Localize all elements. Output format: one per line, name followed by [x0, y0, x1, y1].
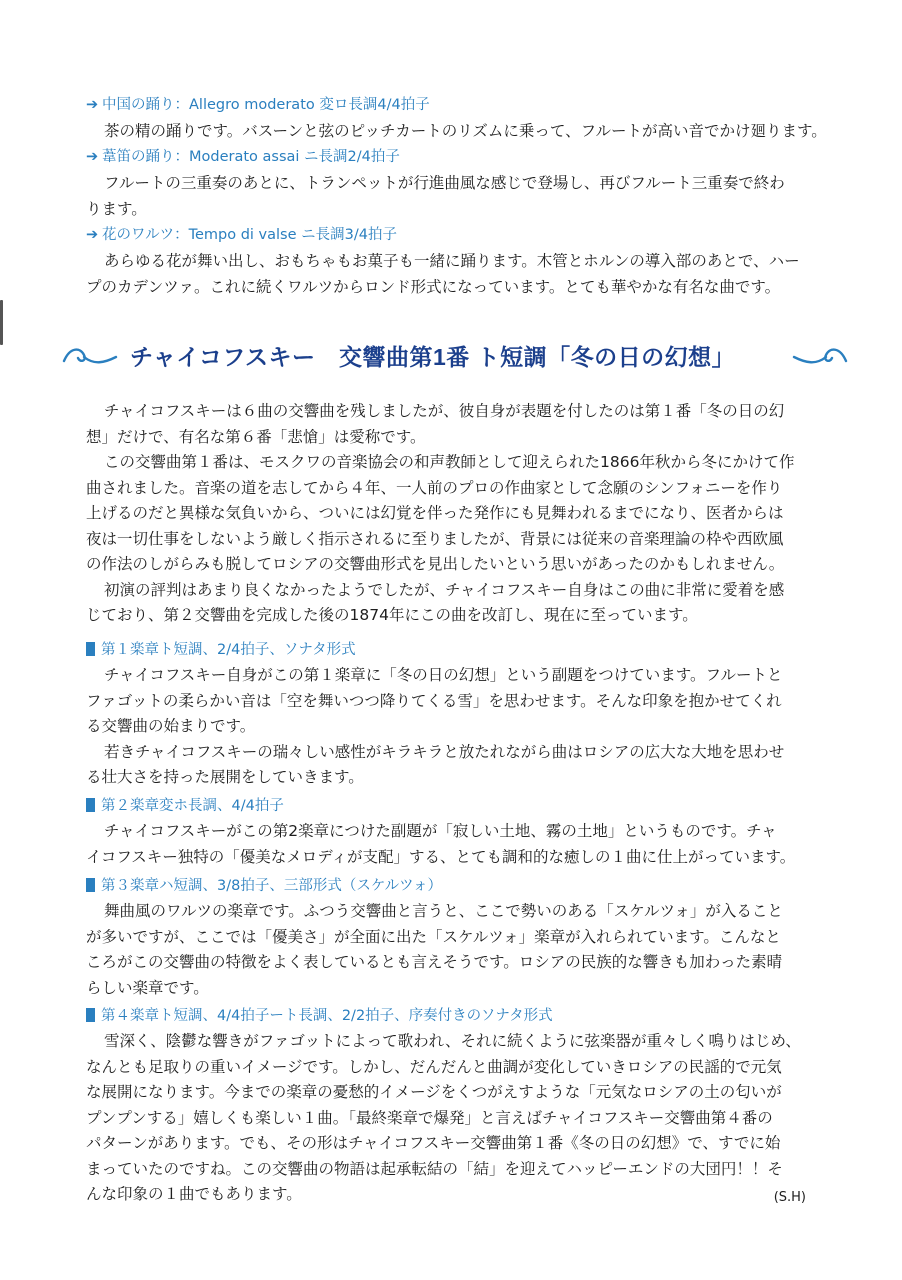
movement-line: らしい楽章です。: [86, 978, 209, 997]
movement-line: な展開になります。今までの楽章の憂愁的イメージをくつがえすような「元気なロシアの土の匂いが: [86, 1083, 782, 1101]
dance-flower-waltz: [86, 222, 846, 300]
movement-heading: 第２楽章変ホ長調、4/4拍子: [86, 793, 846, 819]
dance-heading: ➔ 花のワルツ：Tempo di valse ニ長調3/4拍子: [86, 222, 846, 248]
movement-line: ファゴットの柔らかい音は「空を舞いつつ降りてくる雪」を思わせます。そんな印象を抱かせてくれ: [86, 691, 782, 710]
dance-heading: ➔ 中国の踊り：Allegro moderato 変ロ長調4/4拍子: [86, 92, 846, 118]
movement-line: が多いですが、ここでは「優美さ」が全面に出た「スケルツォ」楽章が入れられています。こんなと: [86, 927, 781, 946]
movement-line: ころがこの交響曲の特徴をよく表しているとも言えそうです。ロシアの民族的な響きも加わった素晴: [86, 953, 783, 971]
intro-section: [86, 399, 846, 629]
movement-line: んな印象の１曲でもあります。: [86, 1185, 302, 1203]
movement-line: チャイコフスキーがこの第2楽章につけた副題が「寂しい土地、霧の土地」というものです。チャ: [104, 822, 777, 840]
movement-line: る交響曲の始まりです。: [86, 717, 256, 735]
dance-text: フルートの三重奏のあとに、トランペットが行進曲風な感じで登場し、再びフルート三重奏で終わ: [104, 174, 785, 192]
movement-line: 雪深く、陰鬱な響きがファゴットによって歌われ、それに続くように弦楽器が重々しく鳴りはじめ、: [104, 1032, 801, 1050]
movement-line: なんとも足取りの重いイメージです。しかし、だんだんと曲調が変化していきロシアの民謡的で元気: [86, 1057, 782, 1076]
square-bullet-icon: [86, 798, 95, 812]
intro-line: 夜は一切仕事をしないよう厳しく指示されるに至りましたが、背景には従来の音楽理論の枠や西欧風: [86, 529, 784, 548]
movement-heading: 第４楽章ト短調、4/4拍子ート長調、2/2拍子、序奏付きのソナタ形式: [86, 1003, 846, 1029]
movement-3: [86, 873, 846, 1001]
movement-line: 舞曲風のワルツの楽章です。ふつう交響曲と言うと、ここで勢いのある「スケルツォ」が入ること: [104, 902, 783, 920]
dance-text: ります。: [86, 200, 147, 218]
movement-line: パターンがあります。でも、その形はチャイコフスキー交響曲第１番《冬の日の幻想》で、すでに始: [86, 1134, 781, 1152]
intro-line: 初演の評判はあまり良くなかったようでしたが、チャイコフスキー自身はこの曲に非常に愛着を感: [104, 580, 785, 599]
square-bullet-icon: [86, 878, 95, 892]
intro-line: 曲されました。音楽の道を志してから４年、一人前のプロの作曲家として念願のシンフォニーを作り: [86, 478, 783, 497]
intro-line: チャイコフスキーは６曲の交響曲を残しましたが、彼自身が表題を付したのは第１番「冬の日の幻: [104, 402, 785, 420]
page-title: チャイコフスキー 交響曲第1番 ト短調「冬の日の幻想」: [130, 344, 736, 370]
movement-line: まっていたのですね。この交響曲の物語は起承転結の「結」を迎えてハッピーエンドの大団円！！そ: [86, 1159, 783, 1178]
dance-text: 茶の精の踊りです。バスーンと弦のピッチカートのリズムに乗って、フルートが高い音でかけ廻ります。: [104, 122, 827, 140]
movement-line: 若きチャイコフスキーの瑞々しい感性がキラキラと放たれながら曲はロシアの広大な大地を思わせ: [104, 742, 785, 761]
movement-heading: 第３楽章ハ短調、3/8拍子、三部形式（スケルツォ）: [86, 873, 846, 899]
section-title-bar: [60, 335, 850, 381]
wave-swirl-icon: [790, 343, 850, 369]
scan-edge-mark: [0, 300, 3, 345]
author-signature: (S.H): [773, 1190, 806, 1205]
intro-line: の作法のしがらみも脱してロシアの交響曲形式を見出したいという思いがあったのかもしれません。: [86, 555, 785, 573]
wave-swirl-icon: [60, 343, 120, 369]
movement-line: イコフスキー独特の「優美なメロディが支配」する、とても調和的な癒しの１曲に仕上がっています。: [86, 847, 796, 866]
arrow-right-icon: ➔: [86, 97, 99, 113]
square-bullet-icon: [86, 1008, 95, 1022]
movement-line: プンプンする」嬉しくも楽しい１曲。「最終楽章で爆発」と言えばチャイコフスキー交響曲第４番の: [86, 1108, 773, 1127]
intro-line: この交響曲第１番は、モスクワの音楽協会の和声教師として迎えられた1866年秋から冬にかけて作: [104, 453, 795, 471]
movement-heading: 第１楽章ト短調、2/4拍子、ソナタ形式: [86, 637, 846, 663]
dance-reed-flutes: [86, 144, 846, 222]
arrow-right-icon: ➔: [86, 149, 99, 165]
dance-text: あらゆる花が舞い出し、おもちゃもお菓子も一緒に踊ります。木管とホルンの導入部のあとで、ハー: [104, 252, 800, 270]
intro-line: 想」だけで、有名な第６番「悲愴」は愛称です。: [86, 427, 426, 446]
intro-line: 上げるのだと異様な気負いから、ついには幻覚を伴った発作にも見舞われるまでになり、医者からは: [86, 504, 784, 522]
dance-chinese: [86, 92, 846, 144]
movement-2: [86, 793, 846, 870]
movement-1: [86, 637, 846, 791]
movement-line: る壮大さを持った展開をしていきます。: [86, 768, 364, 786]
intro-line: じており、第２交響曲を完成した後の1874年にこの曲を改訂し、現在に至っています。: [86, 606, 698, 624]
square-bullet-icon: [86, 642, 95, 656]
movement-line: チャイコフスキー自身がこの第１楽章に「冬の日の幻想」という副題をつけています。フルートと: [104, 666, 783, 684]
movement-4: [86, 1003, 846, 1208]
arrow-right-icon: ➔: [86, 227, 99, 243]
dance-text: プのカデンツァ。これに続くワルツからロンド形式になっています。とても華やかな有名な曲です。: [86, 278, 781, 296]
dance-heading: ➔ 葦笛の踊り：Moderato assai ニ長調2/4拍子: [86, 144, 846, 170]
